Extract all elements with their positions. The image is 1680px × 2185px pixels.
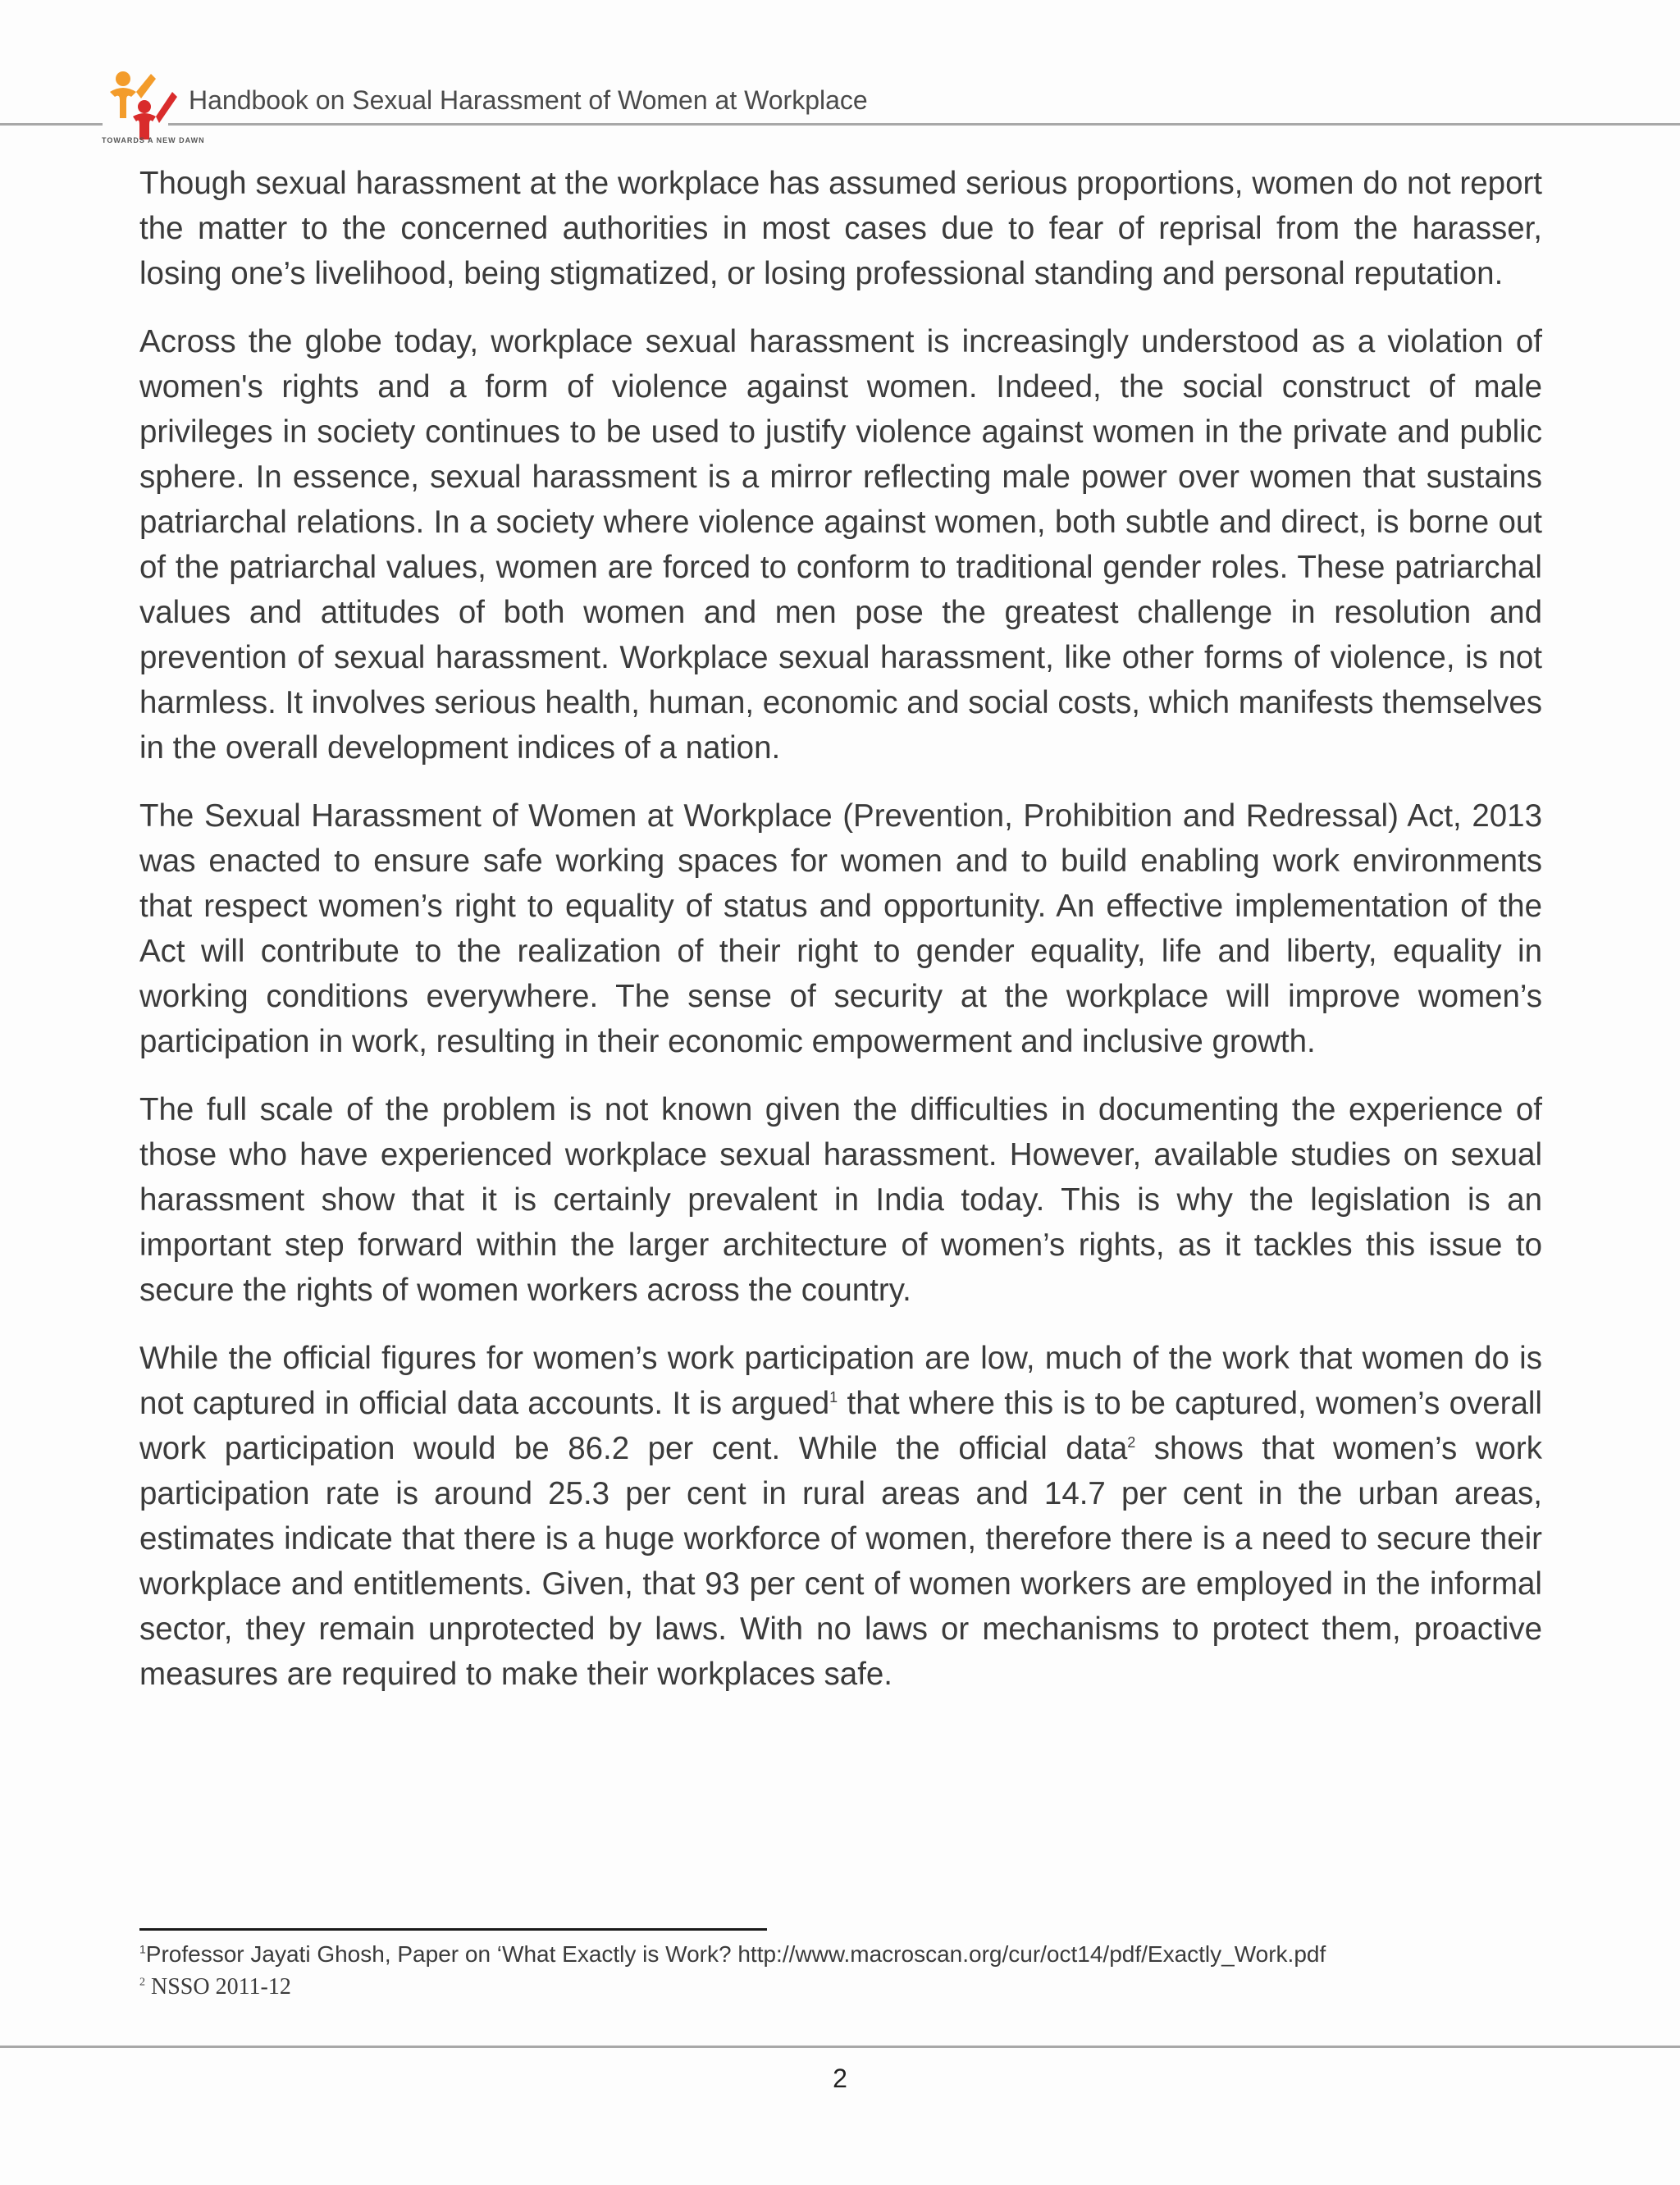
footnote-1-number: 1 [139,1942,146,1956]
document-title: Handbook on Sexual Harassment of Women at Workplace [189,85,868,115]
footnote-ref-1: 1 [829,1389,838,1406]
paragraph-2: Across the globe today, workplace sexual harassment is increasingly understood as a violation of women's rights and a form of violence against women. Indeed, the social construct of male privileges in society continues to be used to justify violence against women in the private and public sphere. In essence, sexual harassment is a mirror reflecting male power over women that sustains patriarchal relations. In a society where violence against women, both subtle and direct, is borne out of the patriarchal values, women are forced to conform to traditional gender roles. These patriarchal values and attitudes of both women and men pose the greatest challenge in resolution and prevention of sexual harassment. Workplace sexual harassment, like other forms of violence, is not harmless. It involves serious health, human, economic and social costs, which manifests themselves in the overall development indices of a nation. [139,324,1542,766]
footer-divider [0,2046,1680,2048]
footnote-1 [139,1938,1542,1971]
paragraph-5-part-2: that where this is to be captured, women’s overall work participation would be 86.2 per cent. While the official data [139,1386,1542,1466]
body-text [139,161,1542,1720]
footnote-2 [139,1971,1542,2004]
paragraph-4: The full scale of the problem is not known given the difficulties in documenting the experience of those who have experienced workplace sexual harassment. However, available studies on sexual harassment show that it is certainly prevalent in India today. This is why the legislation is an important step forward within the larger architecture of women’s rights, as it tackles this issue to secure the rights of women workers across the country. [139,1092,1542,1308]
paragraph-5-part-3: shows that women’s work participation rate is around 25.3 per cent in rural areas and 14.7 per cent in the urban areas, estimates indicate that there is a huge workforce of women, therefore there is a need to secure their workplace and entitlements. Given, that 93 per cent of women workers are employed in the informal sector, they remain unprotected by laws. With no laws or mechanisms to protect them, proactive measures are required to make their workplaces safe. [139,1431,1542,1692]
footnote-2-text: NSSO 2011-12 [151,1974,291,2000]
footnotes [139,1938,1542,2004]
footnote-2-number: 2 [139,1976,145,1989]
logo-caption: TOWARDS A NEW DAWN [102,136,205,144]
footnote-divider [139,1928,767,1931]
footnote-ref-2: 2 [1127,1434,1136,1451]
paragraph-3: The Sexual Harassment of Women at Workplace (Prevention, Prohibition and Redressal) Act, 2013 was enacted to ensure safe working spaces for women and to build enabling work environments that respect women’s right to equality of status and opportunity. An effective implementation of the Act will contribute to the realization of their right to gender equality, life and liberty, equality in working conditions everywhere. The sense of security at the workplace will improve women’s participation in work, resulting in their economic empowerment and inclusive growth. [139,798,1542,1059]
paragraph-5 [139,1336,1542,1697]
page-number: 2 [833,2064,847,2093]
page-header [0,0,1680,156]
footnote-1-text: Professor Jayati Ghosh, Paper on ‘What Exactly is Work? http://www.macroscan.org/cur/oct14/pdf/Exactly_Work.pdf [145,1941,1326,1967]
header-divider [168,123,1680,126]
paragraph-1: Though sexual harassment at the workplace has assumed serious proportions, women do not report the matter to the concerned authorities in most cases due to fear of reprisal from the harasser, losing one’s livelihood, being stigmatized, or losing professional standing and personal reputation. [139,166,1542,291]
paragraph-5-part-1: While the official figures for women’s work participation are low, much of the work that women do is not captured in official data accounts. It is argued [139,1341,1542,1421]
header-divider-left [0,123,103,126]
